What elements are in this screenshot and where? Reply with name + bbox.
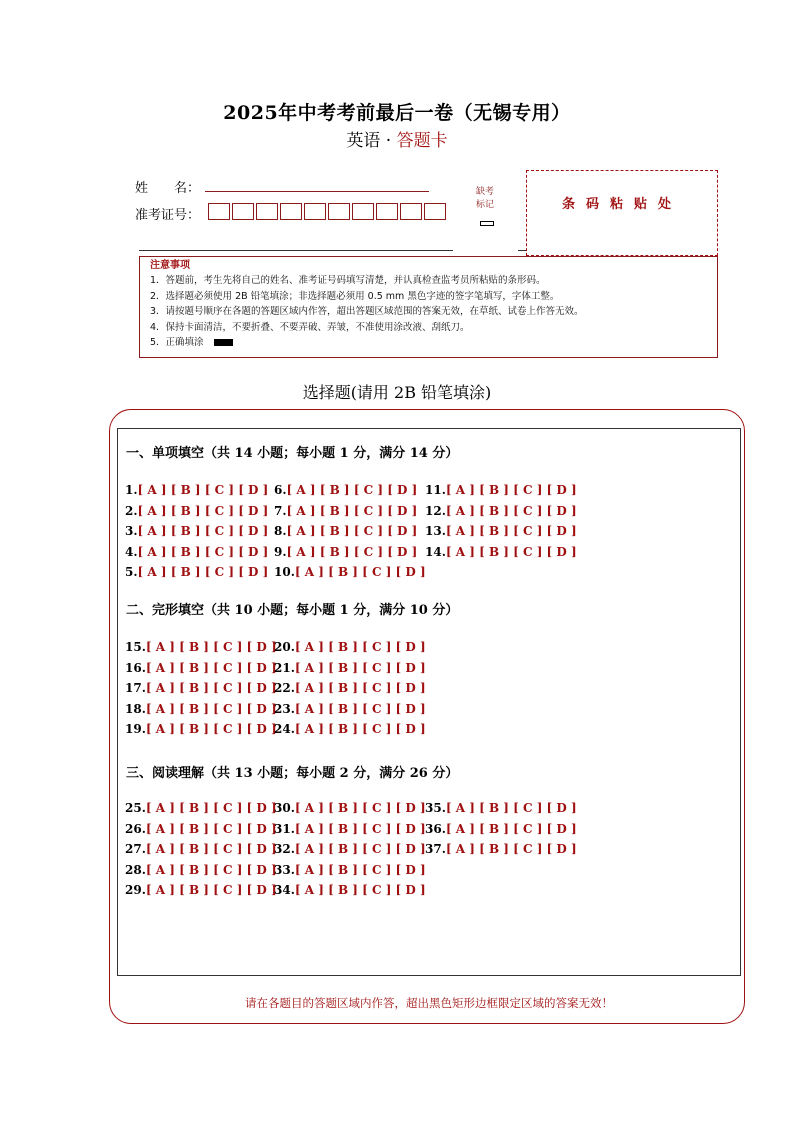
- question-row[interactable]: [125, 883, 277, 897]
- question-number: 7.: [274, 503, 287, 518]
- answer-options[interactable]: [ A ] [ B ] [ C ] [ D ]: [145, 842, 277, 857]
- notice-item-fill-example: [150, 335, 707, 351]
- question-number: 15.: [125, 640, 146, 654]
- question-row[interactable]: [274, 883, 426, 897]
- question-number: 24.: [274, 722, 295, 737]
- divider: [518, 250, 526, 251]
- question-row[interactable]: [425, 822, 577, 836]
- id-digit-box[interactable]: [352, 203, 374, 220]
- id-digit-box[interactable]: [376, 203, 398, 220]
- answer-options[interactable]: [ A ] [ B ] [ C ] [ D ]: [145, 681, 277, 696]
- id-digit-box[interactable]: [424, 203, 446, 220]
- absent-label-line2: 标记: [475, 200, 494, 210]
- answer-options[interactable]: [ A ] [ B ] [ C ] [ D ]: [286, 544, 418, 559]
- absent-mark-box[interactable]: [480, 221, 494, 226]
- answer-options[interactable]: [ A ] [ B ] [ C ] [ D ]: [137, 503, 269, 518]
- answer-options[interactable]: [ A ] [ B ] [ C ] [ D ]: [294, 660, 426, 675]
- answer-options[interactable]: [ A ] [ B ] [ C ] [ D ]: [294, 565, 426, 580]
- answer-options[interactable]: [ A ] [ B ] [ C ] [ D ]: [137, 565, 269, 580]
- answer-options[interactable]: [ A ] [ B ] [ C ] [ D ]: [294, 883, 426, 898]
- question-row[interactable]: [274, 483, 417, 497]
- question-row[interactable]: [274, 863, 426, 877]
- answer-options[interactable]: [ A ] [ B ] [ C ] [ D ]: [286, 524, 418, 539]
- question-row[interactable]: [125, 524, 268, 538]
- question-row[interactable]: [274, 524, 417, 538]
- question-row[interactable]: [274, 801, 426, 815]
- answer-options[interactable]: [ A ] [ B ] [ C ] [ D ]: [145, 883, 277, 898]
- answer-options[interactable]: [ A ] [ B ] [ C ] [ D ]: [294, 640, 426, 654]
- answer-options[interactable]: [ A ] [ B ] [ C ] [ D ]: [145, 660, 277, 675]
- question-number: 31.: [274, 821, 295, 836]
- answer-options[interactable]: [ A ] [ B ] [ C ] [ D ]: [445, 842, 577, 857]
- answer-options[interactable]: [ A ] [ B ] [ C ] [ D ]: [137, 483, 269, 497]
- question-number: 3.: [125, 524, 138, 539]
- question-row[interactable]: [274, 722, 426, 736]
- answer-options[interactable]: [ A ] [ B ] [ C ] [ D ]: [294, 701, 426, 716]
- name-label: 姓 名：: [135, 181, 201, 196]
- question-number: 14.: [425, 544, 446, 559]
- question-row[interactable]: [425, 524, 577, 538]
- question-number: 9.: [274, 544, 287, 559]
- answer-options[interactable]: [ A ] [ B ] [ C ] [ D ]: [294, 681, 426, 696]
- question-row[interactable]: [274, 681, 426, 695]
- answer-options[interactable]: [ A ] [ B ] [ C ] [ D ]: [286, 483, 418, 497]
- question-number: 6.: [274, 483, 287, 497]
- question-row[interactable]: [125, 661, 277, 675]
- question-number: 22.: [274, 681, 295, 696]
- barcode-label: 条码粘贴处: [561, 197, 682, 212]
- question-number: 17.: [125, 681, 146, 696]
- answer-options[interactable]: [ A ] [ B ] [ C ] [ D ]: [145, 701, 277, 716]
- answer-options[interactable]: [ A ] [ B ] [ C ] [ D ]: [445, 483, 577, 497]
- id-digit-box[interactable]: [304, 203, 326, 220]
- question-number: 18.: [125, 701, 146, 716]
- answer-options[interactable]: [ A ] [ B ] [ C ] [ D ]: [137, 544, 269, 559]
- answer-options[interactable]: [ A ] [ B ] [ C ] [ D ]: [294, 842, 426, 857]
- card-label: 答题卡: [396, 131, 448, 151]
- question-number: 1.: [125, 483, 138, 497]
- question-number: 13.: [425, 524, 446, 539]
- answer-options[interactable]: [ A ] [ B ] [ C ] [ D ]: [445, 544, 577, 559]
- question-row[interactable]: [125, 545, 268, 559]
- notice-item: 3．请按题号顺序在各题的答题区域内作答，超出答题区域范围的答案无效，在草纸、试卷上作答无效。: [150, 306, 584, 317]
- page-title: 2025年中考考前最后一卷（无锡专用）: [223, 102, 571, 124]
- question-number: 27.: [125, 842, 146, 857]
- question-number: 34.: [274, 883, 295, 898]
- question-number: 10.: [274, 565, 295, 580]
- question-row[interactable]: [125, 722, 277, 736]
- notice-item-text: 5．正确填涂: [150, 337, 204, 348]
- divider: [139, 250, 453, 251]
- question-number: 2.: [125, 503, 138, 518]
- question-row[interactable]: [274, 842, 426, 856]
- question-row[interactable]: [425, 801, 577, 815]
- part-title: 二、完形填空（共 10 小题；每小题 1 分，满分 10 分）: [126, 603, 459, 618]
- question-row[interactable]: [125, 702, 277, 716]
- question-row[interactable]: [425, 504, 577, 518]
- question-number: 29.: [125, 883, 146, 898]
- part-title: 一、单项填空（共 14 小题；每小题 1 分，满分 14 分）: [126, 446, 459, 461]
- question-row[interactable]: [425, 545, 577, 559]
- question-row[interactable]: [125, 565, 268, 579]
- question-row[interactable]: [125, 863, 277, 877]
- answer-options[interactable]: [ A ] [ B ] [ C ] [ D ]: [145, 640, 277, 654]
- id-digit-box[interactable]: [232, 203, 254, 220]
- answer-options[interactable]: [ A ] [ B ] [ C ] [ D ]: [445, 503, 577, 518]
- id-digit-box[interactable]: [280, 203, 302, 220]
- answer-options[interactable]: [ A ] [ B ] [ C ] [ D ]: [137, 524, 269, 539]
- question-row[interactable]: [125, 483, 268, 497]
- question-number: 25.: [125, 801, 146, 815]
- question-row[interactable]: [274, 504, 417, 518]
- name-field[interactable]: [205, 191, 429, 192]
- question-number: 20.: [274, 640, 295, 654]
- question-number: 35.: [425, 801, 446, 815]
- page-subtitle: [0, 126, 794, 151]
- id-label: 准考证号：: [135, 208, 201, 223]
- answer-options[interactable]: [ A ] [ B ] [ C ] [ D ]: [145, 801, 277, 815]
- question-number: 32.: [274, 842, 295, 857]
- notice-item: 1．答题前，考生先将自己的姓名、准考证号码填写清楚，并认真检查监考员所粘贴的条形码。: [150, 275, 546, 286]
- question-row[interactable]: [125, 842, 277, 856]
- id-digit-box[interactable]: [400, 203, 422, 220]
- question-number: 5.: [125, 565, 138, 580]
- question-row[interactable]: [274, 545, 417, 559]
- notice-title: 注意事项: [150, 260, 190, 271]
- question-row[interactable]: [274, 565, 426, 579]
- subject-label: 英语: [346, 131, 381, 151]
- question-row[interactable]: [125, 681, 277, 695]
- id-digit-box[interactable]: [256, 203, 278, 220]
- question-row[interactable]: [425, 842, 577, 856]
- answer-options[interactable]: [ A ] [ B ] [ C ] [ D ]: [445, 821, 577, 836]
- question-number: 4.: [125, 544, 138, 559]
- notice-box: [139, 256, 718, 358]
- question-row[interactable]: [274, 702, 426, 716]
- footer-warning: 请在各题目的答题区域内作答，超出黑色矩形边框限定区域的答案无效！: [245, 996, 613, 1010]
- question-row[interactable]: [425, 483, 577, 497]
- answer-options[interactable]: [ A ] [ B ] [ C ] [ D ]: [294, 722, 426, 737]
- question-number: 30.: [274, 801, 295, 815]
- question-number: 16.: [125, 660, 146, 675]
- barcode-area: [526, 170, 718, 256]
- notice-item: 2．选择题必须使用 2B 铅笔填涂；非选择题必须用 0.5 mm 黑色字迹的签字笔填写，字体工整。: [150, 290, 560, 302]
- question-number: 28.: [125, 862, 146, 877]
- question-number: 8.: [274, 524, 287, 539]
- question-row[interactable]: [125, 640, 277, 654]
- absent-label-line1: 缺考: [475, 187, 494, 197]
- question-number: 36.: [425, 821, 446, 836]
- answer-options[interactable]: [ A ] [ B ] [ C ] [ D ]: [145, 862, 277, 877]
- id-number-boxes[interactable]: [208, 203, 448, 220]
- question-row[interactable]: [274, 661, 426, 675]
- question-number: 21.: [274, 660, 295, 675]
- question-number: 23.: [274, 701, 295, 716]
- id-digit-box[interactable]: [328, 203, 350, 220]
- answer-options[interactable]: [ A ] [ B ] [ C ] [ D ]: [445, 801, 577, 815]
- absent-mark-label: [470, 186, 500, 212]
- question-row[interactable]: [125, 801, 277, 815]
- subtitle-separator: ·: [385, 131, 392, 151]
- question-number: 37.: [425, 842, 446, 857]
- question-row[interactable]: [274, 640, 426, 654]
- part-title: 三、阅读理解（共 13 小题；每小题 2 分，满分 26 分）: [126, 766, 459, 781]
- question-row[interactable]: [125, 504, 268, 518]
- answer-options[interactable]: [ A ] [ B ] [ C ] [ D ]: [145, 722, 277, 737]
- filled-mark-sample: [214, 339, 233, 346]
- question-row[interactable]: [125, 822, 277, 836]
- answer-options[interactable]: [ A ] [ B ] [ C ] [ D ]: [294, 801, 426, 815]
- answer-options[interactable]: [ A ] [ B ] [ C ] [ D ]: [294, 862, 426, 877]
- id-digit-box[interactable]: [208, 203, 230, 220]
- question-number: 12.: [425, 503, 446, 518]
- answer-options[interactable]: [ A ] [ B ] [ C ] [ D ]: [445, 524, 577, 539]
- answer-options[interactable]: [ A ] [ B ] [ C ] [ D ]: [294, 821, 426, 836]
- answer-options[interactable]: [ A ] [ B ] [ C ] [ D ]: [286, 503, 418, 518]
- question-number: 11.: [425, 483, 446, 497]
- section-heading: 选择题(请用 2B 铅笔填涂): [302, 383, 492, 402]
- notice-item: 4．保持卡面清洁，不要折叠、不要弄破、弄皱，不准使用涂改液、刮纸刀。: [150, 321, 470, 333]
- question-number: 26.: [125, 821, 146, 836]
- question-number: 19.: [125, 722, 146, 737]
- question-row[interactable]: [274, 822, 426, 836]
- answer-options[interactable]: [ A ] [ B ] [ C ] [ D ]: [145, 821, 277, 836]
- question-number: 33.: [274, 862, 295, 877]
